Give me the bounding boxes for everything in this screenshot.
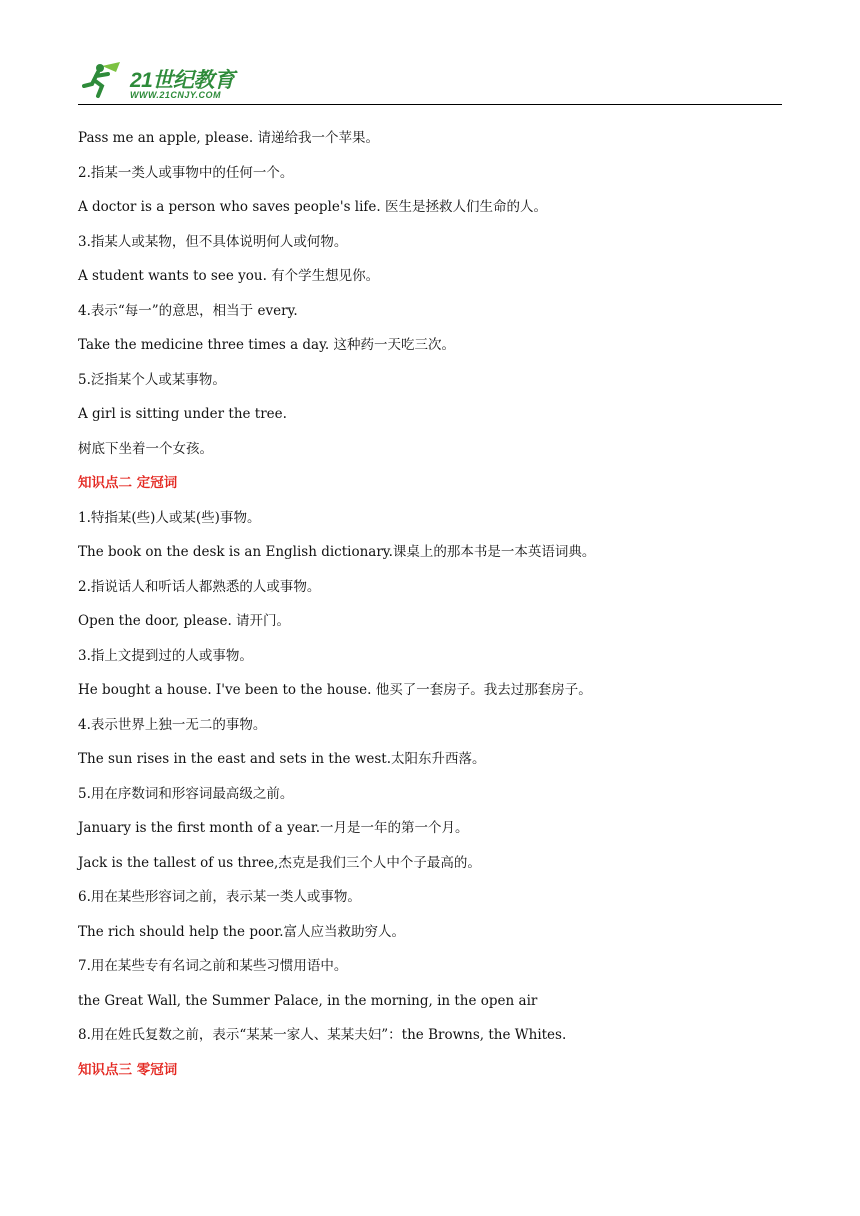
text-line: 1.特指某(些)人或某(些)事物。	[78, 509, 261, 526]
text-line: A girl is sitting under the tree.	[78, 406, 287, 422]
text-line: The rich should help the poor.富人应当救助穷人。	[78, 923, 405, 940]
document-body	[78, 128, 782, 1094]
text-line: 3.指某人或某物，但不具体说明何人或何物。	[78, 233, 348, 250]
text-line: He bought a house. I've been to the house. 他买了一套房子。我去过那套房子。	[78, 682, 592, 698]
text-line: 4.表示“每一”的意思，相当于 every.	[78, 302, 298, 319]
logo-title: 21世纪教育	[130, 69, 235, 92]
text-line: The sun rises in the east and sets in the west.太阳东升西落。	[78, 751, 486, 767]
text-line: A doctor is a person who saves people's life. 医生是拯救人们生命的人。	[78, 199, 547, 215]
text-line: Jack is the tallest of us three,杰克是我们三个人中个子最高的。	[78, 854, 481, 871]
text-line: Take the medicine three times a day. 这种药一天吃三次。	[78, 337, 456, 353]
text-line: 8.用在姓氏复数之前，表示“某某一家人、某某夫妇”：the Browns, the Whites.	[78, 1027, 567, 1043]
text-line: 3.指上文提到过的人或事物。	[78, 647, 253, 664]
text-line: Pass me an apple, please. 请递给我一个苹果。	[78, 130, 380, 146]
text-line: A student wants to see you. 有个学生想见你。	[78, 268, 380, 284]
page-header	[78, 58, 782, 106]
section-heading: 知识点三 零冠词	[78, 1061, 178, 1078]
text-line: 2.指说话人和听话人都熟悉的人或事物。	[78, 578, 321, 595]
text-line: 5.用在序数词和形容词最高级之前。	[78, 785, 294, 802]
logo-url: WWW.21CNJY.COM	[130, 90, 222, 100]
text-line: 2.指某一类人或事物中的任何一个。	[78, 164, 294, 181]
site-logo	[78, 58, 258, 104]
text-line: 4.表示世界上独一无二的事物。	[78, 716, 267, 733]
text-line: 5.泛指某个人或某事物。	[78, 371, 226, 388]
text-line: 7.用在某些专有名词之前和某些习惯用语中。	[78, 958, 348, 974]
text-line: The book on the desk is an English dictionary.课桌上的那本书是一本英语词典。	[78, 544, 596, 560]
text-line: 树底下坐着一个女孩。	[78, 440, 213, 457]
text-line: 6.用在某些形容词之前，表示某一类人或事物。	[78, 889, 361, 905]
section-heading: 知识点二 定冠词	[78, 475, 178, 491]
header-divider	[78, 104, 782, 105]
runner-logo-icon	[80, 60, 136, 100]
text-line: Open the door, please. 请开门。	[78, 613, 291, 629]
text-line: January is the first month of a year.一月是一年的第一个月。	[78, 820, 469, 836]
text-line: the Great Wall, the Summer Palace, in the morning, in the open air	[78, 992, 538, 1009]
